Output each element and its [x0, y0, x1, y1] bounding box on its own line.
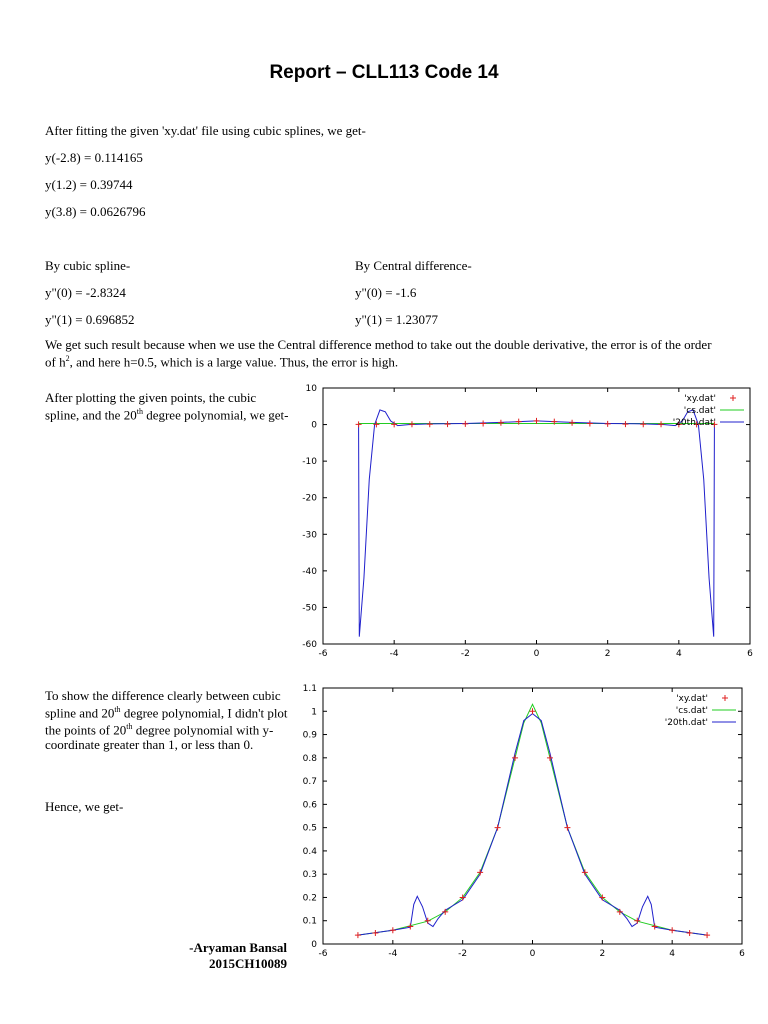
data-point [569, 420, 575, 426]
y-tick-label: 0.7 [302, 777, 317, 788]
data-point [356, 421, 362, 427]
cubic-result-2: y"(1) = 0.696852 [45, 312, 135, 327]
y-tick-label: -20 [302, 493, 317, 504]
data-point [512, 755, 518, 761]
y-tick-label: 0.3 [302, 870, 317, 881]
y-tick-label: -60 [302, 640, 317, 650]
data-point [582, 869, 588, 875]
y-tick-label: 0.8 [302, 753, 317, 764]
data-point [427, 421, 433, 427]
data-point [407, 924, 413, 930]
data-point [355, 932, 361, 938]
y-tick-label: -50 [302, 603, 317, 614]
page-title: Report – CLL113 Code 14 [269, 62, 499, 83]
central-difference-heading: By Central difference- [355, 258, 472, 273]
data-point [425, 918, 431, 924]
spline-series-line [358, 704, 707, 935]
y-tick-label: 0 [311, 940, 317, 950]
y-tick-label: 10 [305, 384, 317, 394]
data-point [409, 421, 415, 427]
legend-marker [722, 695, 728, 701]
legend-entry-xy: 'xy.dat' [684, 394, 716, 404]
interp-value-3: y(3.8) = 0.0626796 [45, 204, 146, 219]
x-tick-label: -4 [388, 949, 398, 959]
x-tick-label: 6 [747, 649, 753, 659]
cubic-result-1: y"(0) = -2.8324 [45, 285, 126, 300]
data-point [372, 930, 378, 936]
data-point [658, 421, 664, 427]
x-tick-label: 4 [675, 649, 682, 659]
data-point [564, 825, 570, 831]
author-id: 2015CH10089 [209, 956, 287, 971]
data-point [445, 421, 451, 427]
x-tick-label: -4 [389, 649, 399, 659]
y-tick-label: 1 [311, 707, 317, 718]
x-tick-label: 2 [604, 649, 611, 659]
data-point [687, 930, 693, 936]
intro-text: After fitting the given 'xy.dat' file using cubic splines, we get- [45, 123, 366, 138]
central-result-2: y"(1) = 1.23077 [355, 312, 439, 327]
x-tick-label: -6 [318, 649, 328, 659]
data-point [495, 825, 501, 831]
y-tick-label: -10 [302, 457, 317, 468]
data-point [605, 421, 611, 427]
x-tick-label: 4 [669, 949, 676, 959]
x-tick-label: 6 [739, 949, 745, 959]
data-point [587, 420, 593, 426]
y-tick-label: 0.4 [302, 846, 317, 857]
interp-value-2: y(1.2) = 0.39744 [45, 177, 133, 192]
y-tick-label: 1.1 [302, 684, 317, 694]
legend-entry-20th: '20th.dat' [664, 718, 708, 728]
data-point [622, 421, 628, 427]
y-tick-label: 0.9 [302, 730, 317, 741]
hence-text: Hence, we get- [45, 799, 124, 814]
signature [100, 940, 287, 972]
y-tick-label: 0.5 [302, 823, 317, 834]
explanation-paragraph: We get such result because when we use the Central difference method to take out the double derivative, the error is of the order of $h^2$, and here h=0.5, which is a large value. Thus, the error is high. [45, 337, 712, 370]
cubic-spline-heading: By cubic spline- [45, 258, 131, 273]
data-point [634, 918, 640, 924]
interp-value-1: y(-2.8) = 0.114165 [45, 150, 143, 165]
poly-series-line [359, 410, 715, 637]
x-tick-label: 2 [599, 949, 606, 959]
y-tick-label: 0.2 [302, 893, 317, 904]
poly-series-line [358, 714, 707, 936]
data-point [477, 869, 483, 875]
data-point [462, 421, 468, 427]
data-point [547, 755, 553, 761]
chart-zoomed [290, 680, 760, 965]
chart-full-range [290, 380, 760, 665]
data-point [704, 932, 710, 938]
data-point [390, 927, 396, 933]
data-point [498, 420, 504, 426]
legend-entry-20th: '20th.dat' [672, 418, 716, 428]
y-tick-label: 0 [311, 420, 317, 431]
x-tick-label: -6 [318, 949, 328, 959]
x-tick-label: -2 [458, 949, 468, 959]
data-point [669, 927, 675, 933]
y-tick-label: -40 [302, 566, 317, 577]
legend-marker [730, 395, 736, 401]
legend-entry-cs: 'cs.dat' [683, 406, 716, 416]
x-tick-label: 0 [529, 949, 536, 959]
legend-entry-cs: 'cs.dat' [675, 706, 708, 716]
data-point [652, 924, 658, 930]
y-tick-label: -30 [302, 530, 317, 541]
y-tick-label: 0.6 [302, 800, 317, 811]
data-point [640, 421, 646, 427]
author-name: -Aryaman Bansal [189, 940, 287, 955]
plot2-description: To show the difference clearly between cubic spline and 20th degree polynomial, I didn't plot the points of 20th degree polynomial with y-coordinate greater than 1, or less than 0. [45, 688, 288, 752]
y-tick-label: 0.1 [302, 916, 317, 927]
x-tick-label: -2 [460, 649, 470, 659]
plot1-description: After plotting the given points, the cubic spline, and the 20th degree polynomial, we get- [45, 390, 289, 423]
x-tick-label: 0 [533, 649, 540, 659]
legend-entry-xy: 'xy.dat' [676, 694, 708, 704]
data-point [480, 420, 486, 426]
central-result-1: y"(0) = -1.6 [355, 285, 417, 300]
